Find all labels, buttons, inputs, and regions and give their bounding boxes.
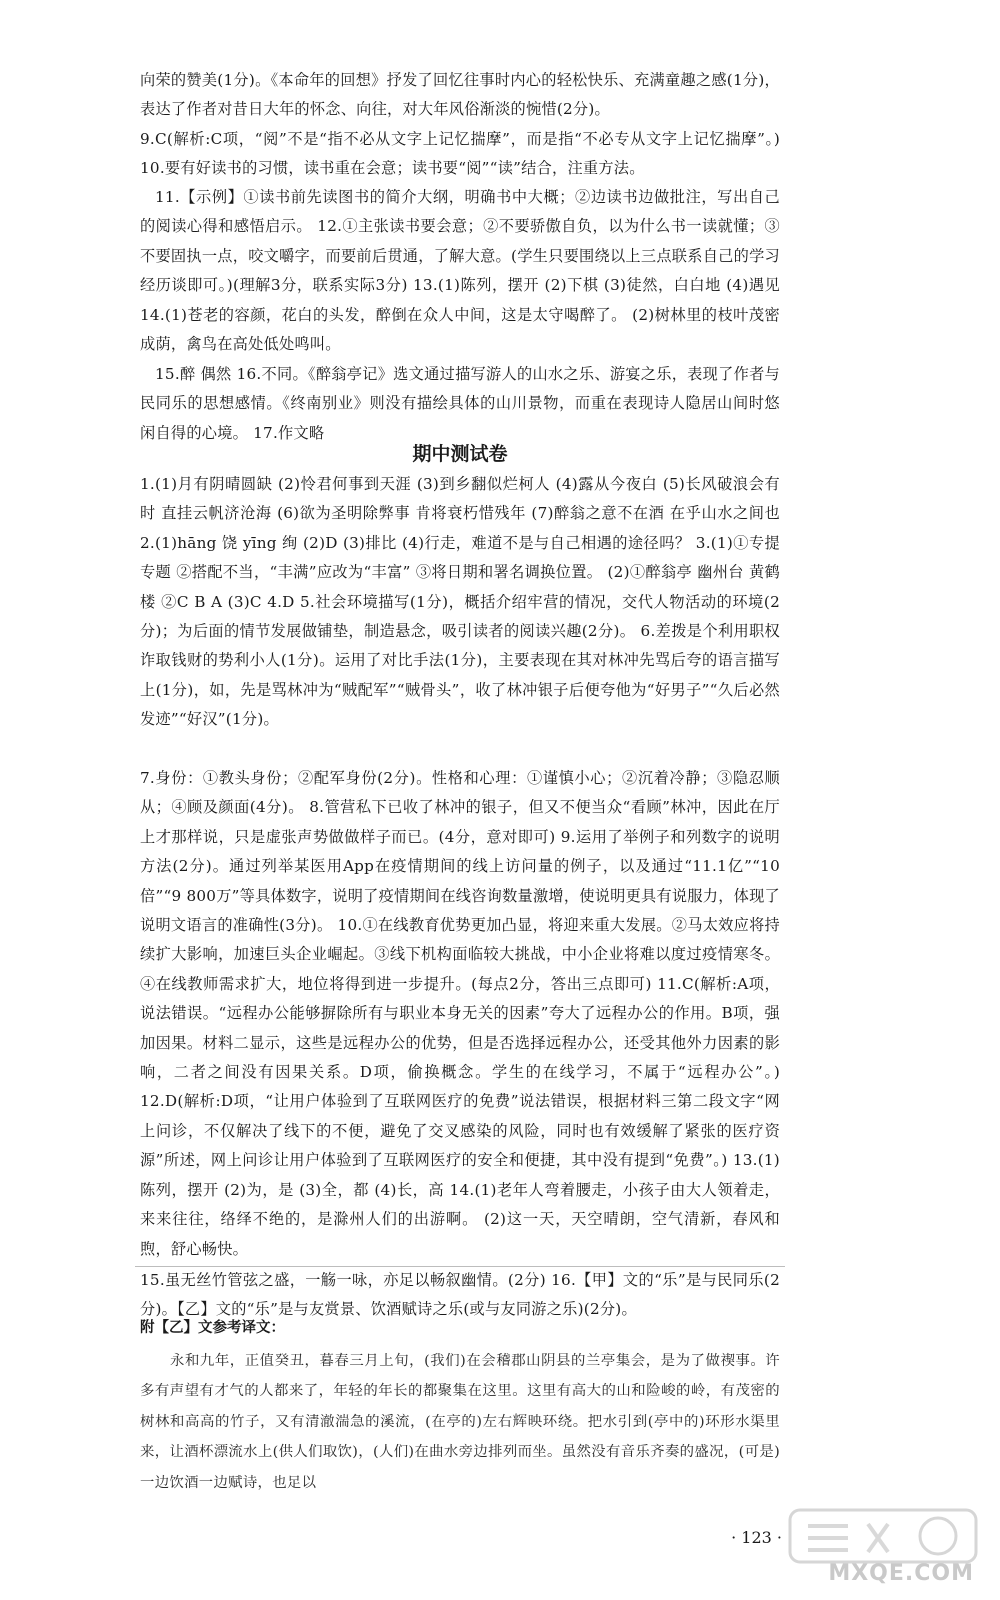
translation-paragraph: 永和九年，正值癸丑，暮春三月上旬，(我们)在会稽郡山阴县的兰亭集会，是为了做禊事。许多有声望有才气的人都来了，年轻的年长的都聚集在这里。这里有高大的山和险峻的岭，有茂密的树林和高高的竹子，又有清澈湍急的溪流，(在亭的)左右辉映环绕。把水引到(亭中的)环形水渠里来，让酒杯漂流水上(供人们取饮)，(人们)在曲水旁边排列而坐。虽然没有音乐齐奏的盛况，(可是)一边饮酒一边赋诗，也足以: [140, 1353, 780, 1491]
answer-paragraph: 9.C(解析:C项，“阅”不是“指不必从文字上记忆揣摩”，而是指“不必专从文字上记忆揣摩”。) 10.要有好读书的习惯，读书重在会意；读书要“阅”“读”结合，注重方法。: [140, 130, 780, 178]
answer-paragraph: 向荣的赞美(1分)。《本命年的回想》抒发了回忆往事时内心的轻松快乐、充满童趣之感(1分)，表达了作者对昔日大年的怀念、向往，对大年风俗渐淡的惋惜(2分)。: [140, 71, 780, 119]
answer-paragraph: 11.【示例】①读书前先读图书的简介大纲，明确书中大概；②边读书边做批注，写出自己的阅读心得和感悟启示。 12.①主张读书要会意；②不要骄傲自负，以为什么书一读就懂；③不要固执一点，咬文嚼字，而要前后贯通，了解大意。(学生只要围绕以上三点联系自己的学习经历谈即可。)(理解3分，联系实际3分) 13.(1)陈列，摆开 (2)下棋 (3)徒然，白白地 (4)遇见 14.(1)苍老的容颜，花白的头发，醉倒在众人中间，这是太守喝醉了。 (2)树林里的枝叶茂密成荫，禽鸟在高处低处鸣叫。: [140, 188, 780, 354]
answer-paragraph: 15.醉 偶然 16.不同。《醉翁亭记》选文通过描写游人的山水之乐、游宴之乐，表现了作者与民同乐的思想感情。《终南别业》则没有描绘具体的山川景物，而重在表现诗人隐居山间时悠闲自得的心境。 17.作文略: [140, 365, 780, 442]
watermark-text: MXQE.COM: [828, 1561, 974, 1586]
answer-paragraph: 15.虽无丝竹管弦之盛，一觞一咏，亦足以畅叙幽情。(2分) 16.【甲】文的“乐”是与民同乐(2分)。【乙】文的“乐”是与友赏景、饮酒赋诗之乐(或与友同游之乐)(2分)。: [140, 1271, 780, 1319]
section-title: 期中测试卷: [412, 443, 508, 465]
page-number: · 123 ·: [731, 1528, 782, 1547]
appendix-heading: 附【乙】文参考译文：: [140, 1320, 285, 1336]
answer-paragraph: 7.身份：①教头身份；②配军身份(2分)。性格和心理：①谨慎小心；②沉着冷静；③隐忍顺从；④顾及颜面(4分)。 8.管营私下已收了林冲的银子，但又不便当众“看顾”林冲，因此在厅上才那样说，只是虚张声势做做样子而已。(4分，意对即可) 9.运用了举例子和列数字的说明方法(2分)。通过列举某医用App在疫情期间的线上访问量的例子，以及通过“11.1亿”“10倍”“9 800万”等具体数字，说明了疫情期间在线咨询数量激增，使说明更具有说服力，体现了说明文语言的准确性(3分)。 10.①在线教育优势更加凸显，将迎来重大发展。②马太效应将持续扩大影响，加速巨头企业崛起。③线下机构面临较大挑战，中小企业将难以度过疫情寒冬。④在线教师需求扩大，地位将得到进一步提升。(每点2分，答出三点即可) 11.C(解析:A项，说法错误。“远程办公能够摒除所有与职业本身无关的因素”夸大了远程办公的作用。B项，强加因果。材料二显示，这些是远程办公的优势，但是否选择远程办公，还受其他外力因素的影响，二者之间没有因果关系。D项，偷换概念。学生的在线学习，不属于“远程办公”。) 12.D(解析:D项，“让用户体验到了互联网医疗的免费”说法错误，根据材料三第二段文字“网上问诊，不仅解决了线下的不便，避免了交叉感染的风险，同时也有效缓解了紧张的医疗资源”所述，网上问诊让用户体验到了互联网医疗的安全和便捷，其中没有提到“免费”。) 13.(1)陈列，摆开 (2)为，是 (3)全，都 (4)长，高 14.(1)老年人弯着腰走，小孩子由大人领着走，来来往往，络绎不绝的，是滁州人们的出游啊。 (2)这一天，天空晴朗，空气清新，春风和煦，舒心畅快。: [140, 769, 780, 1258]
answer-paragraph: 1.(1)月有阴晴圆缺 (2)怜君何事到天涯 (3)到乡翻似烂柯人 (4)露从今夜白 (5)长风破浪会有时 直挂云帆济沧海 (6)欲为圣明除弊事 肯将衰朽惜残年 (7)醉翁之意不在酒 在乎山水之间也 2.(1)hāng 饶 yīng 绚 (2)D (3)排比 (4)行走，难道不是与自己相遇的途径吗？ 3.(1)①专提 专题 ②搭配不当，“丰满”应改为“丰富” ③将日期和署名调换位置。 (2)①醉翁亭 幽州台 黄鹤楼 ②C B A (3)C 4.D 5.社会环境描写(1分)，概括介绍牢营的情况，交代人物活动的环境(2分)；为后面的情节发展做铺垫，制造悬念，吸引读者的阅读兴趣(2分)。 6.差拨是个利用职权诈取钱财的势利小人(1分)。运用了对比手法(1分)，主要表现在其对林冲先骂后夸的语言描写上(1分)，如，先是骂林冲为“贼配军”“贼骨头”，收了林冲银子后便夸他为“好男子”“久后必然发迹”“好汉”(1分)。: [140, 475, 780, 729]
